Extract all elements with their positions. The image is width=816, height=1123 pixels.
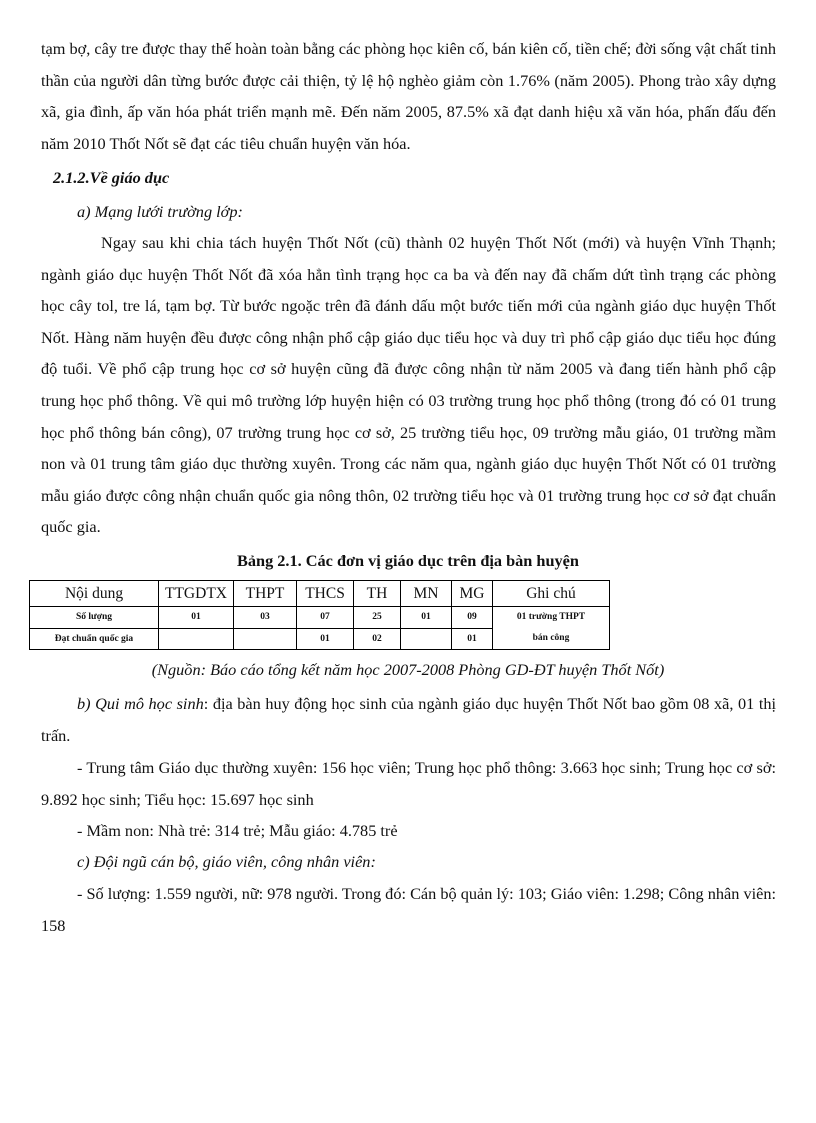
table-row (30, 607, 610, 629)
table-cell (234, 628, 297, 650)
header-cell: Ghi chú (493, 581, 610, 607)
row-label: Đạt chuẩn quốc gia (30, 628, 159, 650)
table-cell: 01 (401, 607, 452, 629)
note-cell-line1: 01 trường THPT (493, 607, 610, 629)
subsection-a-heading: a) Mạng lưới trường lớp: (77, 202, 243, 221)
subsection-c-heading: c) Đội ngũ cán bộ, giáo viên, công nhân viên: (77, 852, 376, 871)
table-header-row (30, 581, 610, 607)
education-units-table (29, 580, 610, 650)
education-network-paragraph: Ngay sau khi chia tách huyện Thốt Nốt (cũ) thành 02 huyện Thốt Nốt (mới) và huyện Vĩnh Thạnh; ngành giáo dục huyện Thốt Nốt đã xóa hẳn tình trạng học ca ba và đến nay đã chấm dứt tình trạng các phòng học cây tol, tre lá, tạm bợ. Từ bước ngoặc trên đã đánh dấu một bước tiến mới của ngành giáo dục huyện Thốt Nốt. Hàng năm huyện đều được công nhận phổ cập giáo dục tiểu học và duy trì phổ cập giáo dục tiểu học đúng độ tuổi. Về phổ cập trung học cơ sở huyện cũng đã được công nhận từ năm 2005 và đang tiến hành phổ cập trung học phổ thông. Về qui mô trường lớp huyện hiện có 03 trường trung học phổ thông (trong đó có 01 trung học phổ thông bán công), 07 trường trung học cơ sở, 25 trường tiểu học, 09 trường mẫu giáo, 01 trường mầm non và 01 trung tâm giáo dục thường xuyên. Trong các năm qua, ngành giáo dục huyện Thốt Nốt có 01 trường mẫu giáo được công nhận chuẩn quốc gia nông thôn, 02 trường tiểu học và 01 trường trung học cơ sở đạt chuẩn quốc gia. (41, 233, 776, 537)
intro-paragraph: tạm bợ, cây tre được thay thế hoàn toàn bằng các phòng học kiên cố, bán kiên cố, tiền chế; đời sống vật chất tinh thần của người dân từng bước được cải thiện, tỷ lệ hộ nghèo giảm còn 1.76% (năm 2005). Phong trào xây dựng xã, gia đình, ấp văn hóa phát triển mạnh mẽ. Đến năm 2005, 87.5% xã đạt danh hiệu xã văn hóa, phấn đấu đến năm 2010 Thốt Nốt sẽ đạt các tiêu chuẩn huyện văn hóa. (41, 39, 776, 153)
table-cell: 01 (452, 628, 493, 650)
header-cell: THCS (297, 581, 354, 607)
table-cell: 09 (452, 607, 493, 629)
table-cell (401, 628, 452, 650)
student-scale-paragraph (41, 688, 776, 751)
table-cell: 01 (159, 607, 234, 629)
table-row (30, 628, 610, 650)
subsection-b-label: b) Qui mô học sinh (77, 694, 204, 713)
header-cell: TH (354, 581, 401, 607)
table-cell: 07 (297, 607, 354, 629)
note-cell-line2: bán công (493, 628, 610, 650)
subsection-b-text: : địa bàn huy động học sinh của ngành giáo dục huyện Thốt Nốt bao gồm 08 xã, 01 thị trấn. (41, 694, 777, 745)
header-cell: TTGDTX (159, 581, 234, 607)
preschool-paragraph: - Mầm non: Nhà trẻ: 314 trẻ; Mẫu giáo: 4.785 trẻ (77, 821, 398, 840)
table-cell: 02 (354, 628, 401, 650)
section-heading: 2.1.2.Về giáo dục (53, 168, 170, 187)
students-count-paragraph: - Trung tâm Giáo dục thường xuyên: 156 học viên; Trung học phổ thông: 3.663 học sinh; Trung học cơ sở: 9.892 học sinh; Tiểu học: 15.697 học sinh (41, 758, 776, 809)
table-cell: 03 (234, 607, 297, 629)
header-cell: THPT (234, 581, 297, 607)
row-label: Số lượng (30, 607, 159, 629)
table-cell (159, 628, 234, 650)
table-source: (Nguồn: Báo cáo tổng kết năm học 2007-2008 Phòng GD-ĐT huyện Thốt Nốt) (151, 660, 665, 679)
header-cell: MG (452, 581, 493, 607)
staff-count-paragraph: - Số lượng: 1.559 người, nữ: 978 người. Trong đó: Cán bộ quản lý: 103; Giáo viên: 1.298; Công nhân viên: 158 (41, 884, 776, 935)
table-caption: Bảng 2.1. Các đơn vị giáo dục trên địa bàn huyện (237, 551, 579, 570)
table-cell: 25 (354, 607, 401, 629)
table-cell: 01 (297, 628, 354, 650)
header-cell: MN (401, 581, 452, 607)
header-cell: Nội dung (30, 581, 159, 607)
